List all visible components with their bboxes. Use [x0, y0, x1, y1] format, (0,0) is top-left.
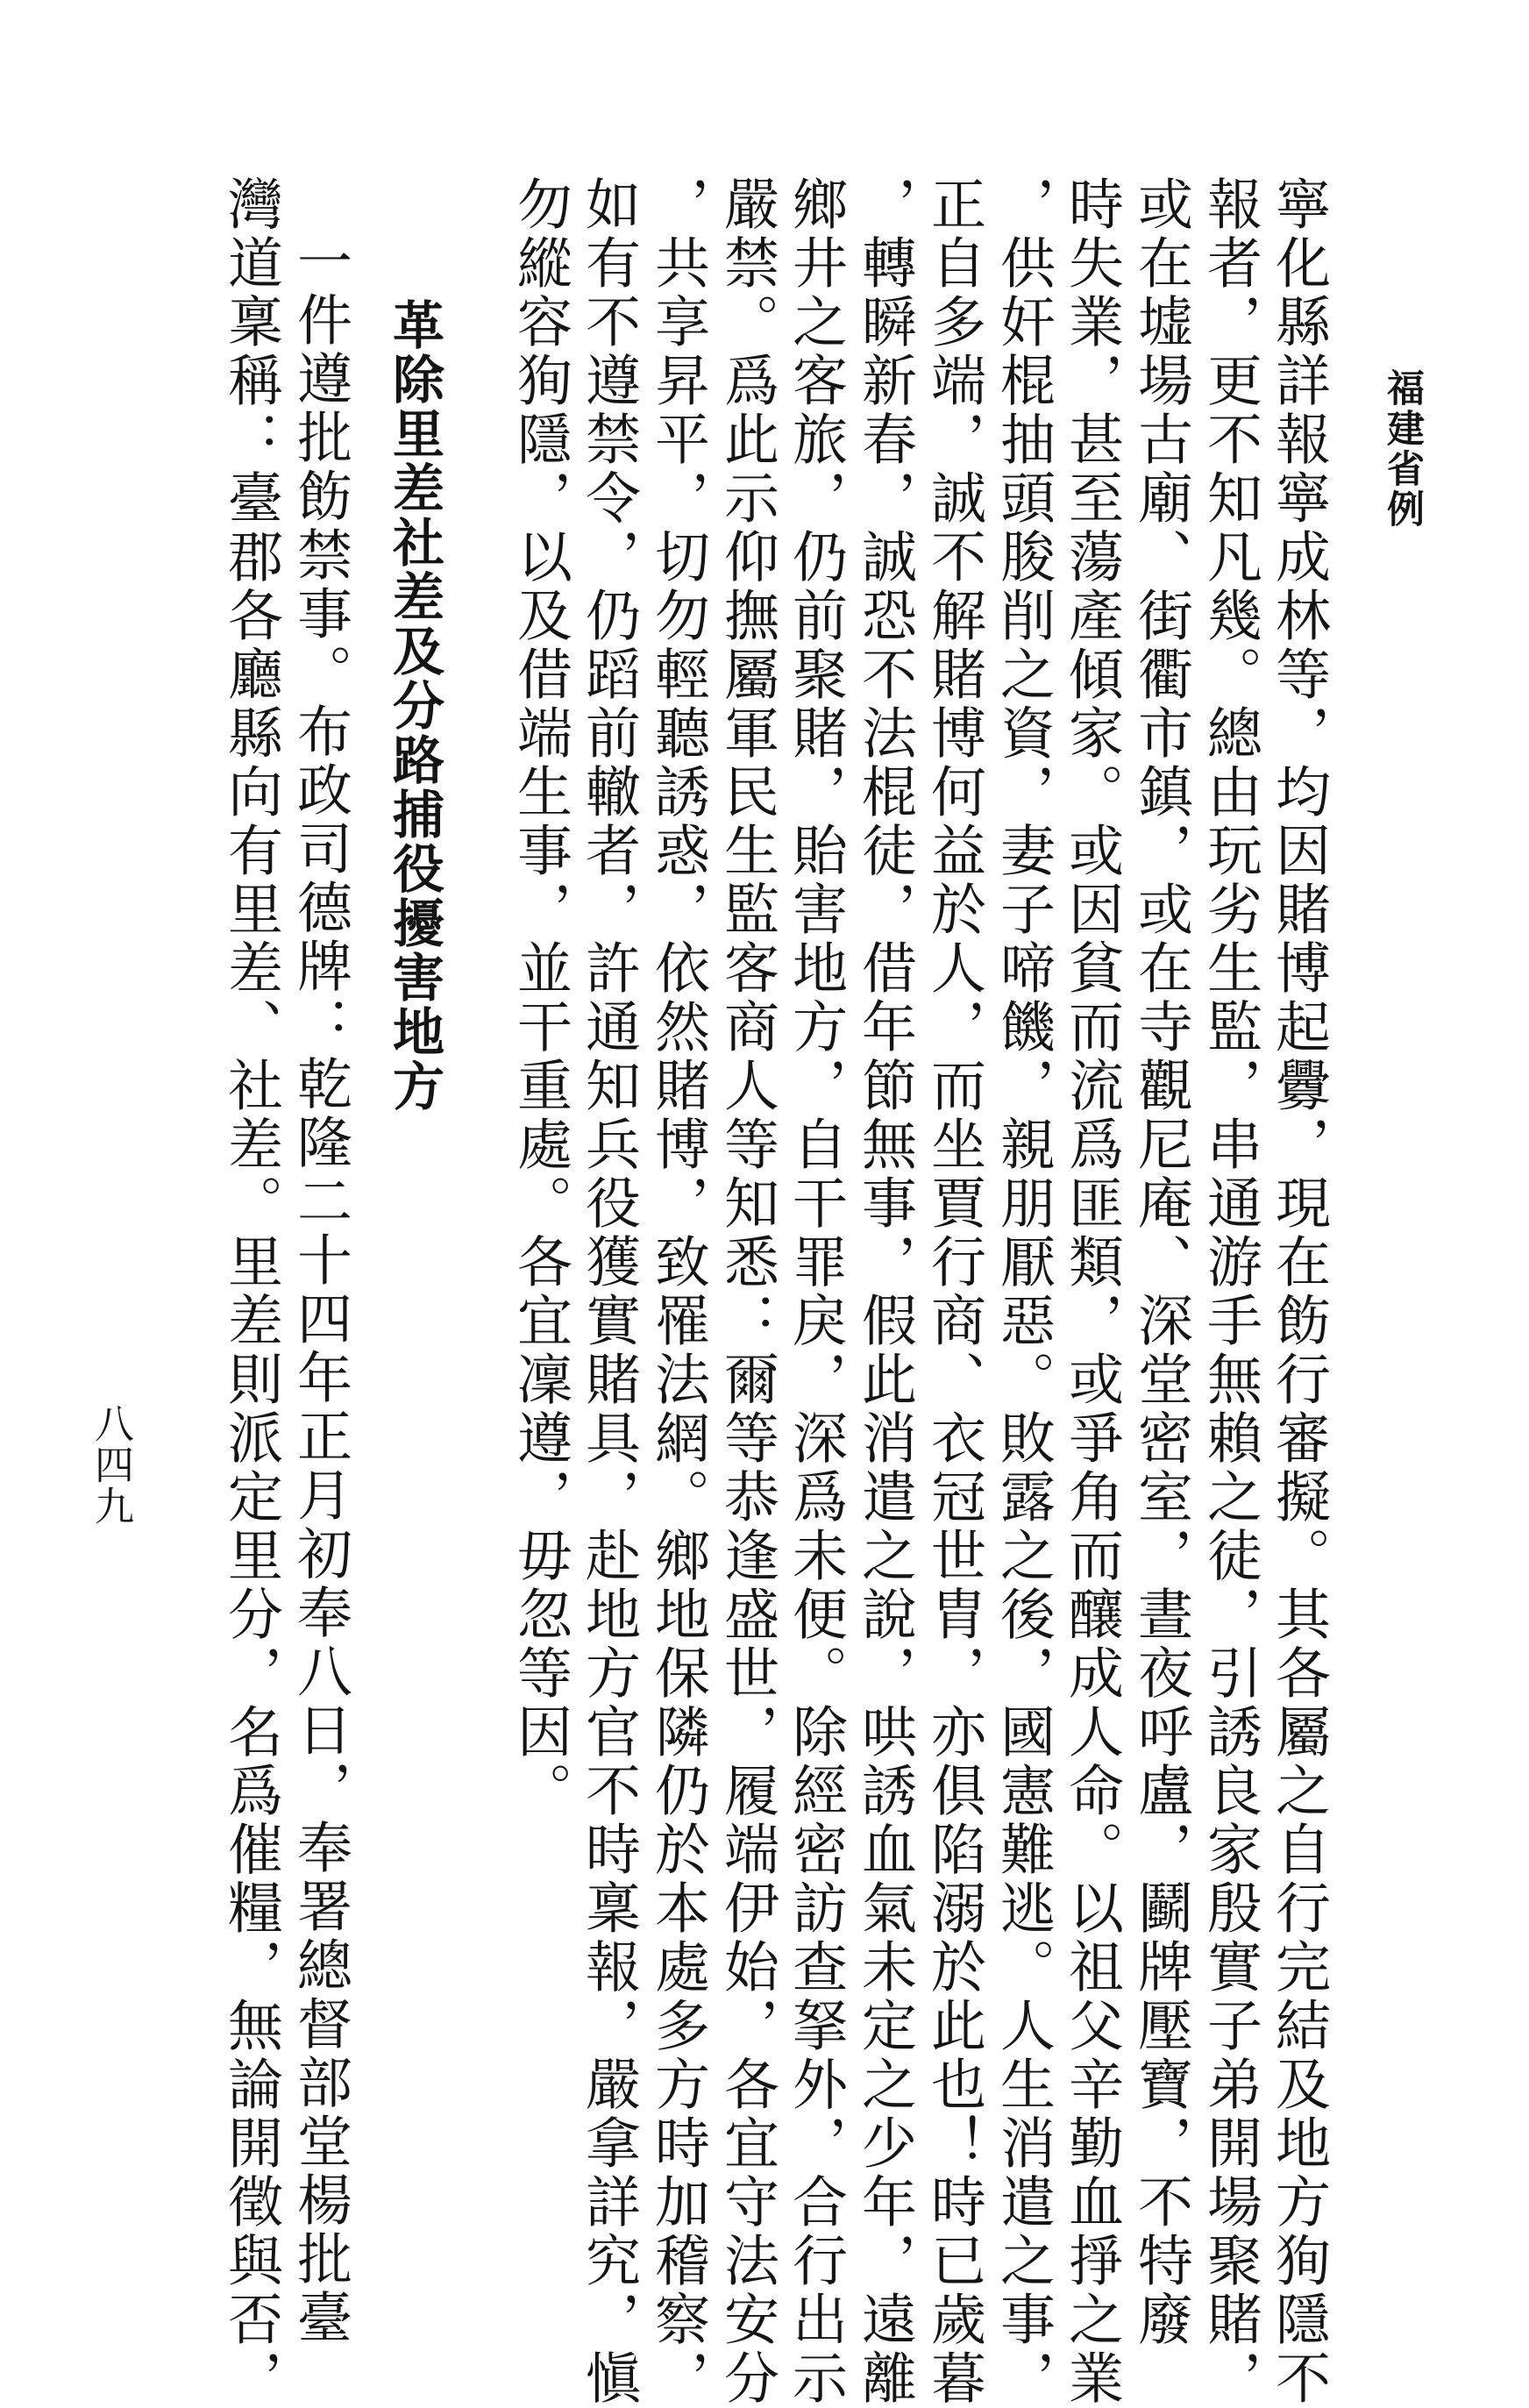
section-heading: 革除里差社差及分路捕役擾害地方 [384, 298, 444, 1114]
text-column: 或在墟場古廟、街衢市鎮，或在寺觀尼庵、深堂密室，晝夜呼盧，鬬牌壓寶，不特廢 [1129, 175, 1193, 2349]
text-column: 一件遵批飭禁事。布政司德牌：乾隆二十四年正月初奉八日，奉署總督部堂楊批臺 [288, 232, 352, 2347]
text-column: 時失業，甚至蕩產傾家。或因貧而流爲匪類，或爭角而釀成人命。以祖父辛勤血掙之業 [1060, 175, 1124, 2408]
text-column: 報者，更不知凡幾。總由玩劣生監，串通游手無賴之徒，引誘良家殷實子弟開場聚賭， [1198, 175, 1262, 2408]
text-column: ，共享昇平，切勿輕聽誘惑，依然賭博，致罹法網。鄉地保隣仍於本處多方時加稽察， [646, 175, 710, 2408]
text-column: 鄉井之客旅，仍前聚賭，貽害地方，自干罪戾，深爲未便。除經密訪查拏外，合行出示 [784, 175, 848, 2408]
text-column: 灣道稟稱：臺郡各廳縣向有里差、社差。里差則派定里分，名爲催糧，無論開徵與否， [219, 175, 283, 2408]
text-column: 勿縱容狥隱，以及借端生事，並干重處。各宜凜遵，毋忽等因。 [508, 175, 572, 1820]
text-column: 如有不遵禁令，仍蹈前轍者，許通知兵役獲實賭具，赴地方官不時稟報，嚴拿詳究，愼 [577, 175, 641, 2408]
text-column: 嚴禁。爲此示仰撫屬軍民生監客商人等知悉：爾等恭逢盛世，履端伊始，各宜守法安分 [715, 175, 779, 2408]
book-title: 福建省例 [1381, 368, 1425, 530]
text-column: 正自多端，誠不解賭博何益於人，而坐賈行商、衣冠世胄，亦俱陷溺於此也！時已歲暮 [922, 175, 986, 2408]
page-number: 八四九 [88, 1403, 134, 1527]
text-column: ，供奸棍抽頭朘削之資，妻子啼饑，親朋厭惡。敗露之後，國憲難逃。人生消遣之事， [992, 175, 1056, 2408]
text-column: ，轉瞬新春，誠恐不法棍徒，借年節無事，假此消遣之說，哄誘血氣未定之少年，遠離 [853, 175, 917, 2408]
text-column: 寧化縣詳報寧成林等，均因賭博起釁，現在飭行審擬。其各屬之自行完結及地方狥隱不 [1267, 175, 1331, 2408]
